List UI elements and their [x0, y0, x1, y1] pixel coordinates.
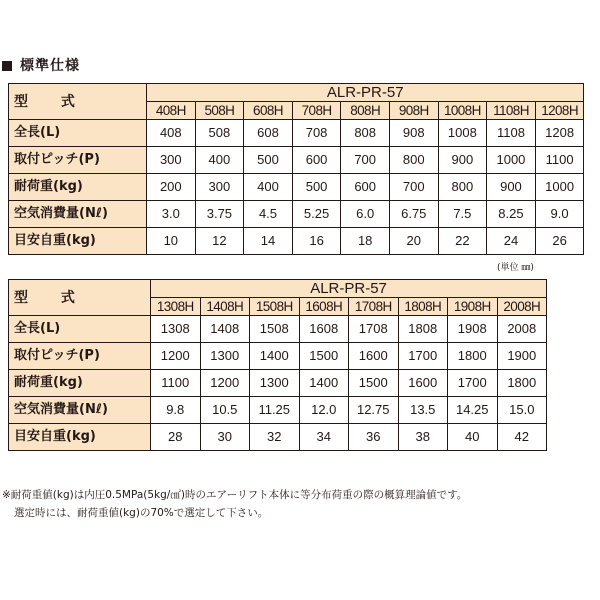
value-cell: 900	[487, 174, 536, 201]
spec-table-2	[8, 279, 547, 451]
row-label: 耐荷重(kg)	[9, 174, 147, 201]
value-cell: 1108	[487, 120, 536, 147]
table-row	[9, 343, 547, 370]
value-cell: 1900	[497, 343, 547, 370]
value-cell: 800	[389, 147, 438, 174]
value-cell: 18	[341, 228, 390, 255]
value-cell: 1308	[151, 316, 201, 343]
value-cell: 42	[497, 424, 547, 451]
model-cell: 1908H	[448, 298, 498, 316]
table-row	[9, 370, 547, 397]
value-cell: 12.75	[349, 397, 399, 424]
footnote	[2, 486, 467, 522]
value-cell: 1208	[535, 120, 584, 147]
value-cell: 30	[200, 424, 250, 451]
model-cell: 1608H	[299, 298, 349, 316]
table-header-row	[9, 280, 547, 298]
value-cell: 1300	[200, 343, 250, 370]
square-bullet-icon	[2, 61, 12, 71]
value-cell: 700	[389, 174, 438, 201]
value-cell: 2008	[497, 316, 547, 343]
value-cell: 1808	[398, 316, 448, 343]
value-cell: 1500	[299, 343, 349, 370]
value-cell: 908	[389, 120, 438, 147]
value-cell: 1600	[398, 370, 448, 397]
value-cell: 20	[389, 228, 438, 255]
footnote-line-1: ※耐荷重値(kg)は内圧0.5MPa(5kg/㎠)時のエアーリフト本体に等分布荷重の際の概算理論値です。	[2, 489, 468, 501]
model-cell: 808H	[341, 102, 390, 120]
value-cell: 1100	[535, 147, 584, 174]
value-cell: 1300	[250, 370, 300, 397]
model-cell: 2008H	[497, 298, 547, 316]
value-cell: 500	[244, 147, 293, 174]
model-cell: 408H	[147, 102, 196, 120]
table-row	[9, 228, 584, 255]
value-cell: 1200	[151, 343, 201, 370]
value-cell: 10	[147, 228, 196, 255]
value-cell: 200	[147, 174, 196, 201]
value-cell: 11.25	[250, 397, 300, 424]
value-cell: 34	[299, 424, 349, 451]
model-cell: 1508H	[250, 298, 300, 316]
value-cell: 600	[292, 147, 341, 174]
value-cell: 3.0	[147, 201, 196, 228]
value-cell: 32	[250, 424, 300, 451]
value-cell: 300	[147, 147, 196, 174]
value-cell: 1908	[448, 316, 498, 343]
value-cell: 500	[292, 174, 341, 201]
value-cell: 1400	[250, 343, 300, 370]
value-cell: 400	[195, 147, 244, 174]
value-cell: 6.0	[341, 201, 390, 228]
value-cell: 1708	[349, 316, 399, 343]
value-cell: 1100	[151, 370, 201, 397]
value-cell: 1200	[200, 370, 250, 397]
series-name: ALR-PR-57	[151, 280, 547, 298]
model-cell: 708H	[292, 102, 341, 120]
value-cell: 1008	[438, 120, 487, 147]
value-cell: 24	[487, 228, 536, 255]
value-cell: 16	[292, 228, 341, 255]
value-cell: 15.0	[497, 397, 547, 424]
row-label: 取付ピッチ(P)	[9, 147, 147, 174]
value-cell: 600	[341, 174, 390, 201]
value-cell: 40	[448, 424, 498, 451]
model-label: 型 式	[9, 280, 151, 316]
value-cell: 508	[195, 120, 244, 147]
model-cell: 1208H	[535, 102, 584, 120]
table-row	[9, 397, 547, 424]
value-cell: 38	[398, 424, 448, 451]
value-cell: 9.8	[151, 397, 201, 424]
value-cell: 800	[438, 174, 487, 201]
value-cell: 12	[195, 228, 244, 255]
value-cell: 1000	[535, 174, 584, 201]
value-cell: 1700	[448, 370, 498, 397]
spec-table-1	[8, 83, 584, 255]
row-label: 空気消費量(Nℓ)	[9, 397, 151, 424]
row-label: 耐荷重(kg)	[9, 370, 151, 397]
value-cell: 1508	[250, 316, 300, 343]
value-cell: 1408	[200, 316, 250, 343]
value-cell: 808	[341, 120, 390, 147]
model-cell: 1808H	[398, 298, 448, 316]
row-label: 取付ピッチ(P)	[9, 343, 151, 370]
value-cell: 900	[438, 147, 487, 174]
table-header-row	[9, 84, 584, 102]
value-cell: 708	[292, 120, 341, 147]
footnote-line-2: 選定時には、耐荷重値(kg)の70%で選定して下さい。	[14, 507, 269, 519]
value-cell: 408	[147, 120, 196, 147]
value-cell: 700	[341, 147, 390, 174]
value-cell: 5.25	[292, 201, 341, 228]
model-cell: 508H	[195, 102, 244, 120]
table-row	[9, 201, 584, 228]
model-cell: 1708H	[349, 298, 399, 316]
value-cell: 1600	[349, 343, 399, 370]
value-cell: 3.75	[195, 201, 244, 228]
series-name: ALR-PR-57	[147, 84, 584, 102]
value-cell: 1000	[487, 147, 536, 174]
value-cell: 400	[244, 174, 293, 201]
table-row	[9, 424, 547, 451]
value-cell: 26	[535, 228, 584, 255]
value-cell: 1608	[299, 316, 349, 343]
value-cell: 13.5	[398, 397, 448, 424]
value-cell: 1700	[398, 343, 448, 370]
value-cell: 9.0	[535, 201, 584, 228]
model-cell: 908H	[389, 102, 438, 120]
table-row	[9, 147, 584, 174]
section-heading	[2, 57, 80, 75]
value-cell: 14.25	[448, 397, 498, 424]
value-cell: 14	[244, 228, 293, 255]
value-cell: 8.25	[487, 201, 536, 228]
model-cell: 1108H	[487, 102, 536, 120]
value-cell: 12.0	[299, 397, 349, 424]
model-cell: 1008H	[438, 102, 487, 120]
row-label: 目安自重(kg)	[9, 424, 151, 451]
table-row	[9, 120, 584, 147]
value-cell: 7.5	[438, 201, 487, 228]
value-cell: 28	[151, 424, 201, 451]
table-row	[9, 174, 584, 201]
row-label: 全長(L)	[9, 316, 151, 343]
value-cell: 4.5	[244, 201, 293, 228]
section-title: 標準仕様	[20, 58, 80, 74]
value-cell: 6.75	[389, 201, 438, 228]
value-cell: 608	[244, 120, 293, 147]
value-cell: 10.5	[200, 397, 250, 424]
value-cell: 22	[438, 228, 487, 255]
value-cell: 1800	[448, 343, 498, 370]
table-row	[9, 316, 547, 343]
model-cell: 1408H	[200, 298, 250, 316]
model-label: 型 式	[9, 84, 147, 120]
value-cell: 1800	[497, 370, 547, 397]
model-cell: 608H	[244, 102, 293, 120]
value-cell: 36	[349, 424, 399, 451]
value-cell: 1500	[349, 370, 399, 397]
value-cell: 1400	[299, 370, 349, 397]
model-cell: 1308H	[151, 298, 201, 316]
row-label: 空気消費量(Nℓ)	[9, 201, 147, 228]
value-cell: 300	[195, 174, 244, 201]
row-label: 全長(L)	[9, 120, 147, 147]
row-label: 目安自重(kg)	[9, 228, 147, 255]
unit-note: (単位 ㎜)	[497, 263, 534, 273]
